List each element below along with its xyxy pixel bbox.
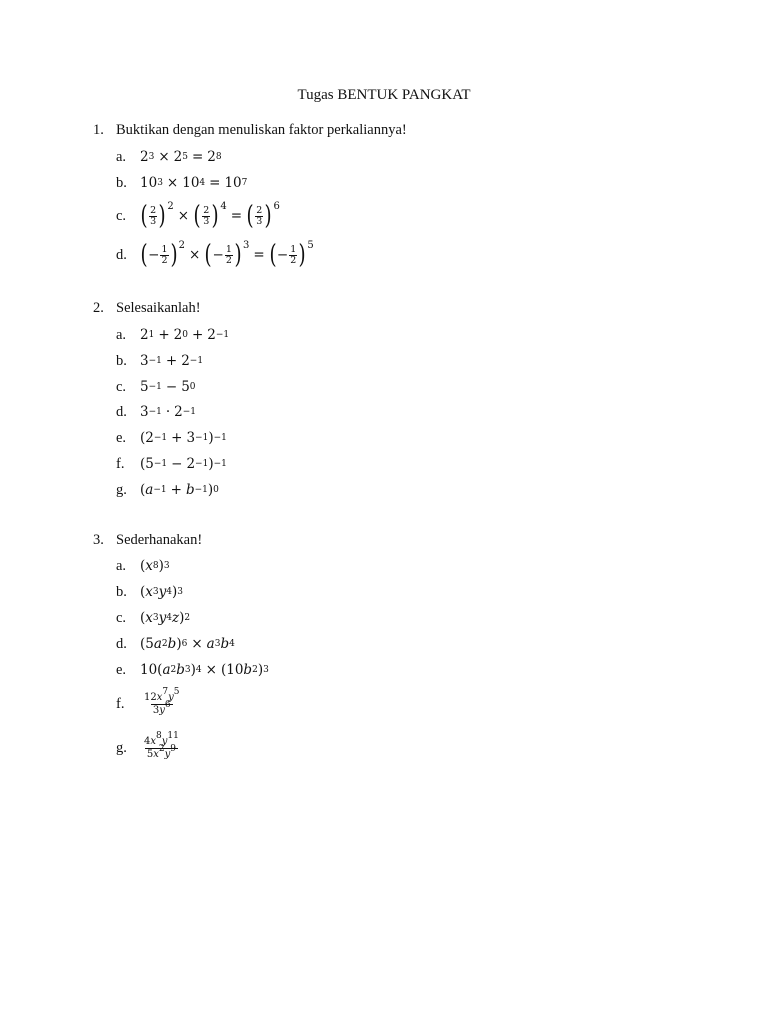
list-item <box>116 581 183 603</box>
item-label: d. <box>116 246 127 263</box>
item-label: d. <box>116 635 127 652</box>
math-expression: 5 −1 − 5 0 <box>140 379 196 395</box>
item-label: a. <box>116 326 127 343</box>
list-item <box>116 324 229 346</box>
math-expression: ( x 8 ) 3 <box>140 558 170 574</box>
math-expression: 10( a 2 b 3 ) 4 × (10 b 2 ) 3 <box>140 662 269 678</box>
list-item <box>116 427 227 449</box>
item-label: b. <box>116 583 127 600</box>
list-item <box>116 479 219 501</box>
item-label: g. <box>116 481 127 498</box>
list-item <box>116 146 222 168</box>
list-item <box>116 633 235 655</box>
math-expression: $4x^8y^{11}$ $5x^2y^9$ <box>144 730 179 760</box>
item-label: d. <box>116 403 127 420</box>
item-label: b. <box>116 352 127 369</box>
item-label: c. <box>116 207 127 224</box>
math-expression: 2 1 + 2 0 + 2 −1 <box>140 327 230 343</box>
math-expression: 2 3 × 2 5 = 2 8 <box>140 149 222 165</box>
question-number: 2. <box>93 300 104 316</box>
list-item <box>116 659 269 681</box>
question-2 <box>93 300 201 317</box>
math-expression: (5 −1 − 2 −1 ) −1 <box>140 456 227 472</box>
question-number: 1. <box>93 122 104 138</box>
math-expression: ( a −1 + b −1 ) 0 <box>140 482 219 498</box>
list-item <box>116 453 227 475</box>
question-number: 3. <box>93 532 104 548</box>
question-3 <box>93 532 202 549</box>
list-item <box>116 201 280 231</box>
list-item <box>116 172 247 194</box>
list-item <box>116 350 203 372</box>
math-expression: ( x 3 y 4 z ) 2 <box>140 610 191 626</box>
item-label: e. <box>116 429 127 446</box>
question-instruction: Selesaikanlah! <box>116 300 201 316</box>
math-expression: (5 a 2 b ) 6 × a 3 b 4 <box>140 636 235 652</box>
math-expression: ( − $\frac{1}{2}$ ) 2 × ( − $\frac{1}{2}$ ) 3 = ( − $\frac{1}{2}$ ) 5 <box>140 240 314 270</box>
item-label: c. <box>116 609 127 626</box>
math-expression: 3 −1 + 2 −1 <box>140 353 204 369</box>
item-label: f. <box>116 695 125 712</box>
list-item <box>116 240 314 270</box>
document-title: Tugas BENTUK PANGKAT <box>297 87 471 103</box>
question-instruction: Sederhanakan! <box>116 532 203 548</box>
question-instruction: Buktikan dengan menuliskan faktor perkaliannya! <box>116 122 407 138</box>
list-item <box>116 688 184 720</box>
list-item <box>116 732 183 764</box>
item-label: b. <box>116 174 127 191</box>
math-expression: ( $\frac{2}{3}$ ) 2 × ( $\frac{2}{3}$ ) 4 = ( $\frac{2}{3}$ ) 6 <box>140 201 280 231</box>
item-label: c. <box>116 378 127 395</box>
question-1 <box>93 122 407 139</box>
list-item <box>116 376 196 398</box>
list-item <box>116 401 196 423</box>
math-expression: 3 −1 · 2 −1 <box>140 404 197 420</box>
math-expression: 10 3 × 10 4 = 10 7 <box>140 175 248 191</box>
item-label: a. <box>116 148 127 165</box>
math-expression: ( x 3 y 4 ) 3 <box>140 584 184 600</box>
item-label: g. <box>116 739 127 756</box>
math-expression: $12x^7y^5$ $3y^6$ <box>144 686 180 716</box>
item-label: f. <box>116 455 125 472</box>
item-label: e. <box>116 661 127 678</box>
math-expression: (2 −1 + 3 −1 ) −1 <box>140 430 227 446</box>
list-item <box>116 555 170 577</box>
list-item <box>116 607 190 629</box>
item-label: a. <box>116 557 127 574</box>
